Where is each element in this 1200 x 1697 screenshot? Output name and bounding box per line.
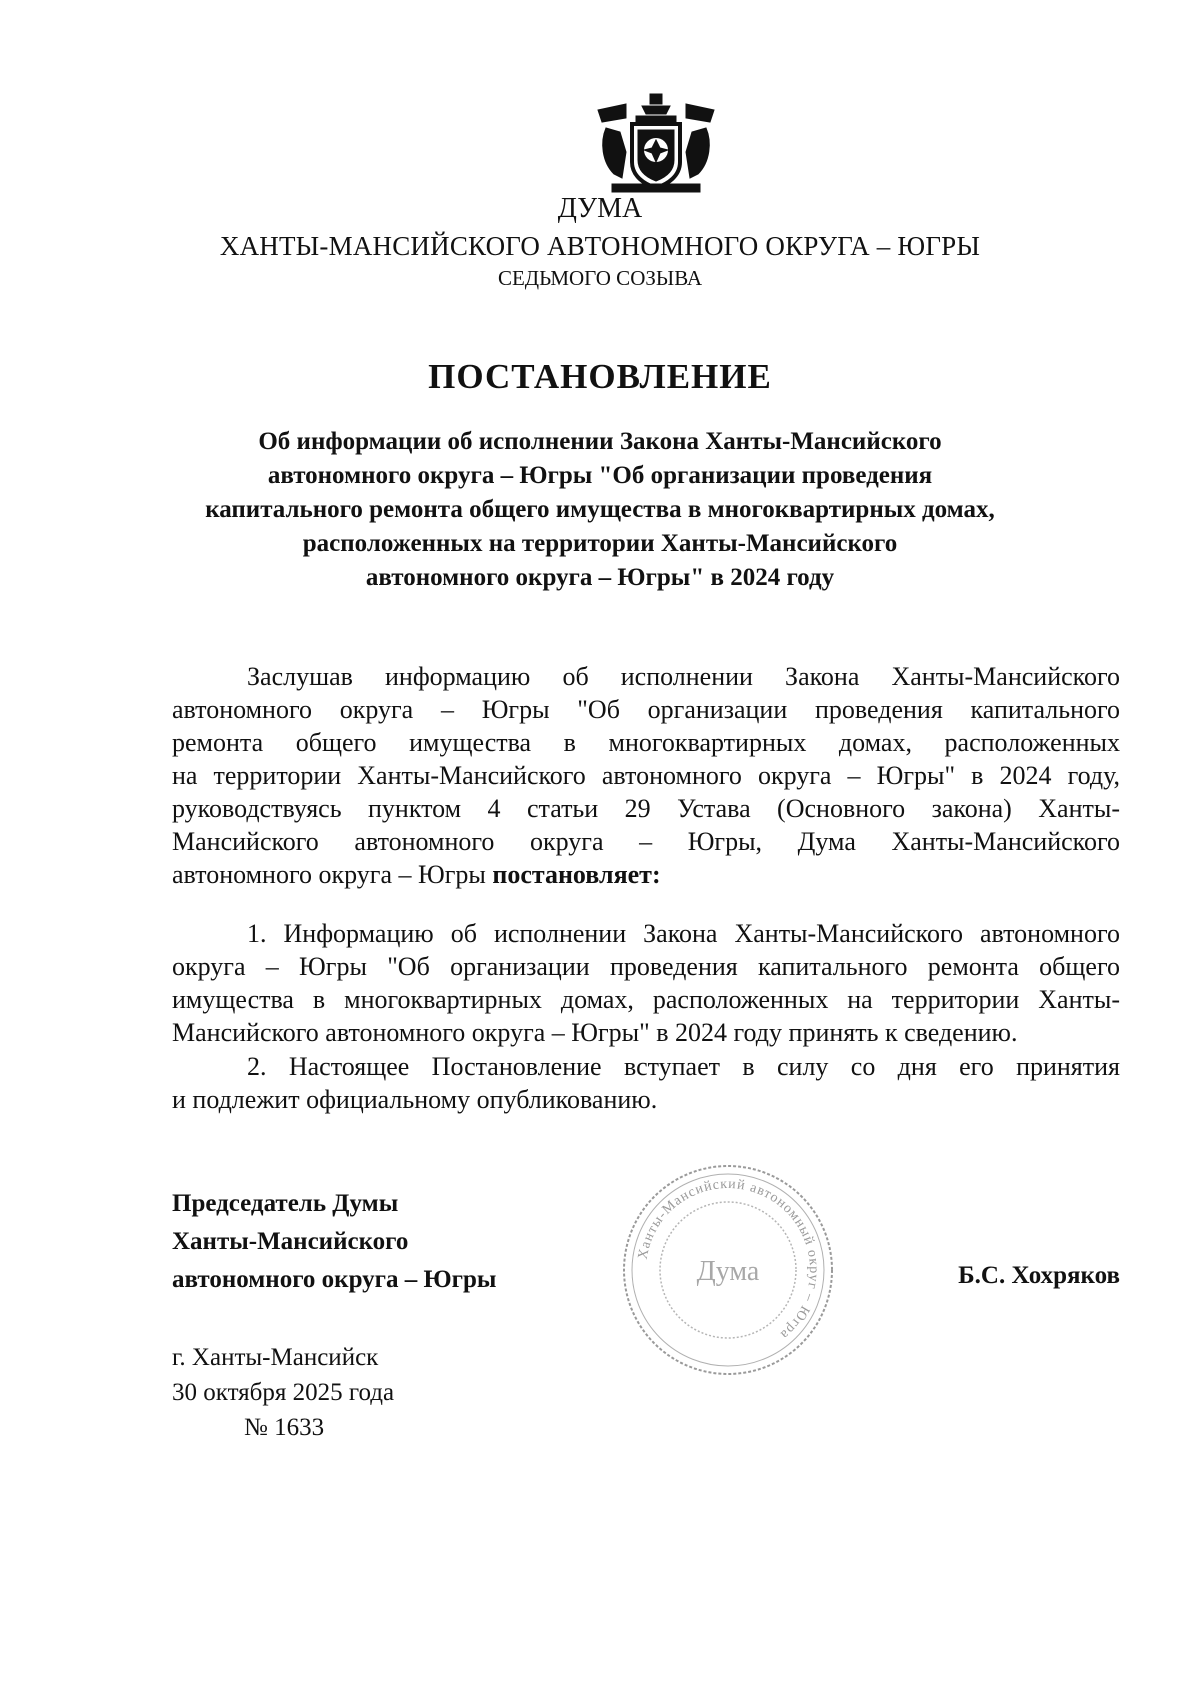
text-line: округа – Югры "Об организации проведения капитального ремонта общего [172,952,1120,981]
text-line: на территории Ханты-Мансийского автономного округа – Югры" в 2024 году, [172,761,1120,790]
signer-name: Б.С. Хохряков [958,1262,1120,1289]
coat-of-arms-icon [592,92,720,200]
stamp-ring-text: Ханты-Мансийский автономный округ – Югра [635,1176,822,1343]
document-type-title: ПОСТАНОВЛЕНИЕ [428,357,772,396]
text-line: и подлежит официальному опубликованию. [172,1085,658,1114]
subject-line: капитального ремонта общего имущества в многоквартирных домах, [205,496,995,523]
text-line: автономного округа – Югры "Об организации проведения капитального [172,695,1120,724]
official-stamp [618,1160,838,1380]
signer-title [172,1185,496,1299]
resolves-keyword: постановляет: [492,860,661,889]
document-place: г. Ханты-Мансийск [172,1344,379,1371]
text-line: руководствуясь пунктом 4 статьи 29 Устава (Основного закона) Ханты- [172,794,1120,823]
resolution-item-2 [172,1050,1120,1116]
preamble-paragraph [172,660,1120,891]
resolution-item-1 [172,917,1120,1049]
signer-title-line: автономного округа – Югры [172,1266,497,1293]
subject-line: автономного округа – Югры" в 2024 году [365,564,835,591]
document-subject [150,425,1050,595]
text-line: 2. Настоящее Постановление вступает в силу со дня его принятия [247,1052,1120,1081]
document-date: 30 октября 2025 года [172,1379,395,1406]
subject-line: расположенных на территории Ханты-Мансийского [302,530,898,557]
text-line: Заслушав информацию об исполнении Закона Ханты-Мансийского [247,662,1120,691]
signer-title-line: Председатель Думы [172,1190,399,1217]
text-line: имущества в многоквартирных домах, расположенных на территории Ханты- [172,985,1120,1014]
subject-line: Об информации об исполнении Закона Ханты-Мансийского [258,428,942,455]
subject-line: автономного округа – Югры "Об организации проведения [267,462,933,489]
text-segment: автономного округа – Югры [172,860,493,889]
organization-region: ХАНТЫ-МАНСИЙСКОГО АВТОНОМНОГО ОКРУГА – ЮГРЫ [219,231,981,261]
text-line: Мансийского автономного округа – Югры" в 2024 году принять к сведению. [172,1018,1018,1047]
signer-title-line: Ханты-Мансийского [172,1228,409,1255]
document-details [172,1340,394,1445]
text-line: Мансийского автономного округа – Югры, Дума Ханты-Мансийского [172,827,1120,856]
text-line: 1. Информацию об исполнении Закона Ханты-Мансийского автономного [247,919,1120,948]
organization-name: ДУМА [557,193,643,224]
document-number: № 1633 [244,1414,325,1441]
text-line [172,858,1120,891]
stamp-center-text: Дума [696,1256,760,1287]
convocation: СЕДЬМОГО СОЗЫВА [497,266,703,290]
text-line: ремонта общего имущества в многоквартирных домах, расположенных [172,728,1120,757]
